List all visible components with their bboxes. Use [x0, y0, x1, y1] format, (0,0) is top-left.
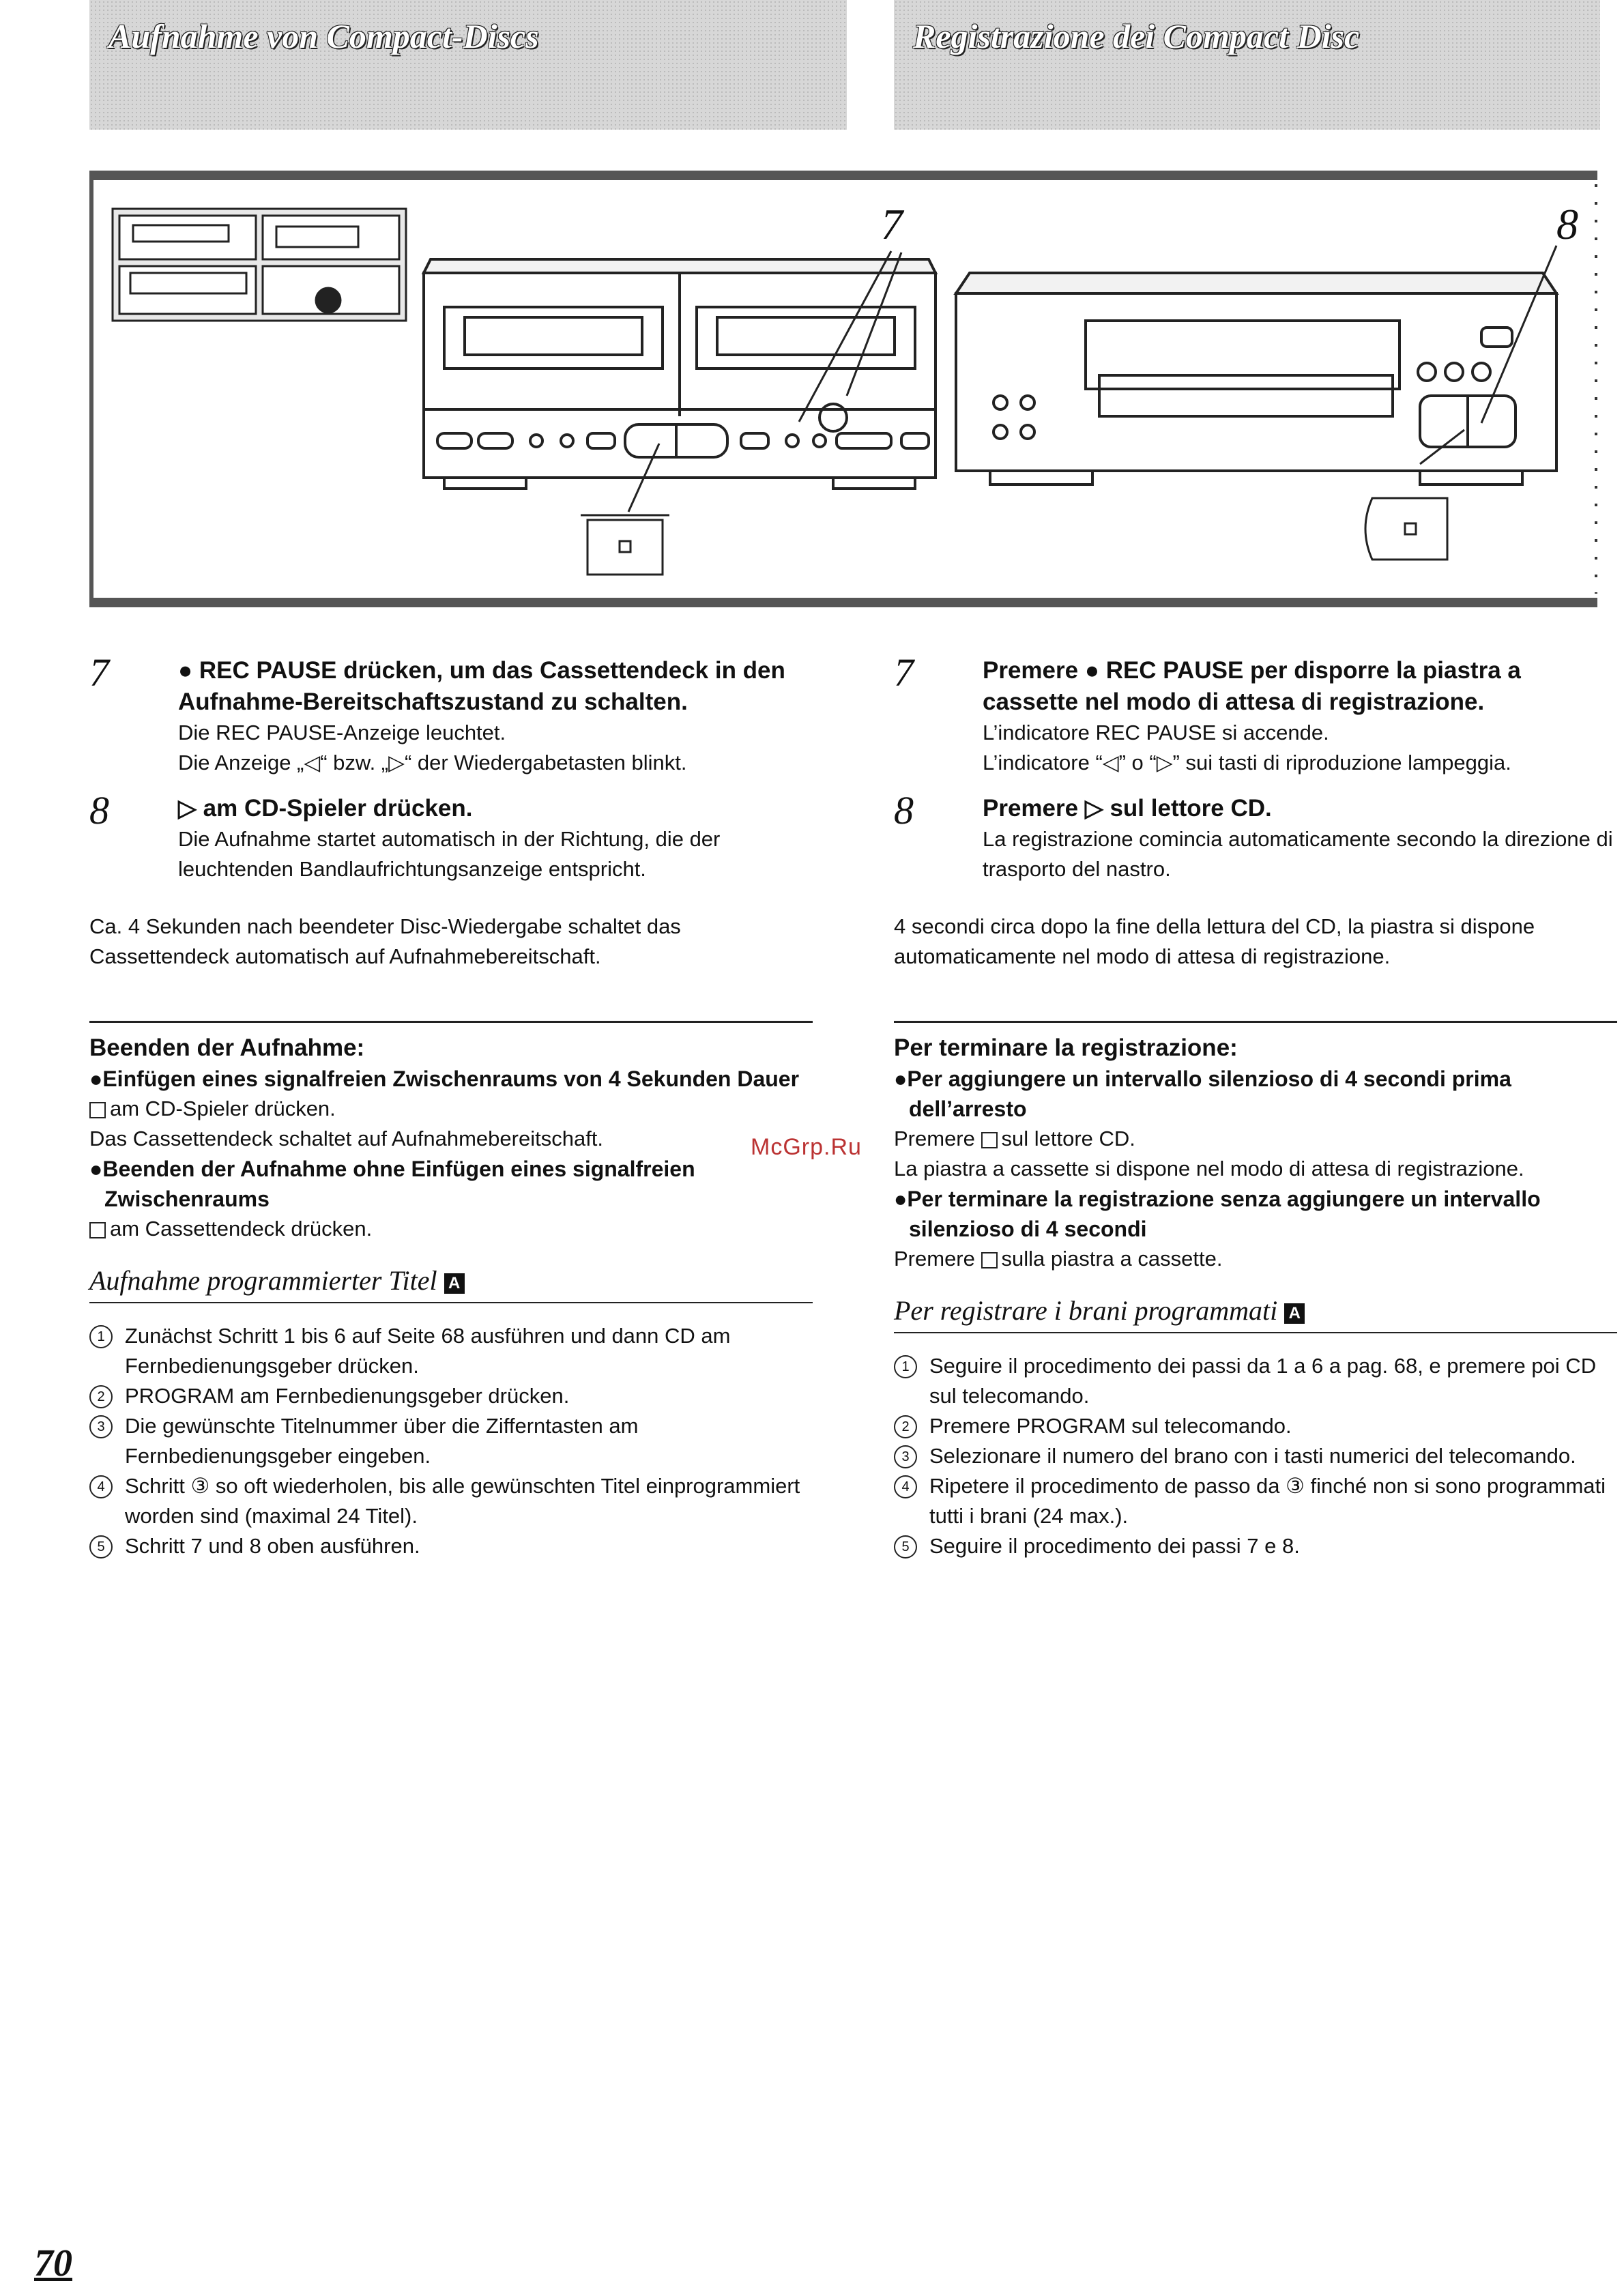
device-illustration: [89, 171, 1597, 607]
page-title-de: Aufnahme von Compact-Discs: [108, 17, 539, 55]
watermark: McGrp.Ru: [751, 1134, 862, 1160]
step-title: ● REC PAUSE drücken, um das Cassettendeck in den Aufnahme-Bereitschaftszustand zu schalten.: [178, 657, 785, 715]
stop-heading-de: Beenden der Aufnahme:: [89, 1034, 365, 1061]
note-de: Ca. 4 Sekunden nach beendeter Disc-Wiedergabe schaltet das Cassettendeck automatisch auf Aufnahmebereitschaft.: [89, 914, 681, 968]
stop-bullet-1-it: ●Per aggiungere un intervallo silenzioso di 4 secondi prima dell’arresto: [894, 1067, 1511, 1121]
list-item: 4 Schritt ③ so oft wiederholen, bis alle gewünschten Titel einprogrammiert worden sind (maximal 24 Titel).: [89, 1471, 813, 1531]
figure-bottom-bar: [89, 598, 1597, 607]
note-it: 4 secondi circa dopo la fine della lettura del CD, la piastra si dispone automaticamente nel modo di attesa di registrazione.: [894, 914, 1535, 968]
stop-line-1-de: am CD-Spieler drücken.: [89, 1094, 813, 1124]
step-line: Die Aufnahme startet automatisch in der Richtung, die der leuchtenden Bandlaufrichtungsanzeige entspricht.: [178, 827, 721, 881]
step-line: L’indicatore REC PAUSE si accende.: [983, 721, 1329, 744]
list-item: 1 Zunächst Schritt 1 bis 6 auf Seite 68 ausführen und dann CD am Fernbedienungsgeber drücken.: [89, 1321, 813, 1381]
stop-square-icon: [981, 1132, 998, 1148]
step-line: La registrazione comincia automaticamente secondo la direzione di trasporto del nastro.: [983, 827, 1613, 881]
step-7-it: [894, 650, 1617, 778]
stop-square-icon: [981, 1252, 998, 1269]
step-8-it: [894, 788, 1617, 884]
header-banner-de: [89, 0, 847, 130]
cassette-deck-illustration: [424, 259, 936, 489]
cd-player-illustration: [956, 273, 1556, 484]
divider: [894, 1021, 1617, 1023]
step-line: Die Anzeige „◁“ bzw. „▷“ der Wiedergabetasten blinkt.: [178, 751, 687, 774]
list-item: 3 Die gewünschte Titelnummer über die Zifferntasten am Fernbedienungsgeber eingeben.: [89, 1411, 813, 1471]
callout-8: 8: [1556, 200, 1578, 248]
badge-a-icon: A: [1284, 1303, 1305, 1324]
stop-button-icon-cd: [1365, 498, 1447, 560]
stop-bullet-2-it: ●Per terminare la registrazione senza aggiungere un intervallo silenzioso di 4 secondi: [894, 1187, 1541, 1241]
step-title: Premere ▷ sul lettore CD.: [983, 795, 1272, 822]
step-number: 8: [894, 788, 914, 832]
stop-bullet-2-de: ●Beenden der Aufnahme ohne Einfügen eines signalfreien Zwischenraums: [89, 1157, 695, 1211]
list-item: 3 Selezionare il numero del brano con i tasti numerici del telecomando.: [894, 1441, 1617, 1471]
callout-7: 7: [881, 200, 903, 248]
stop-line-3-it: Premere sulla piastra a cassette.: [894, 1247, 1223, 1271]
program-list-it: [894, 1351, 1617, 1561]
step-number: 7: [894, 650, 914, 695]
column-de: [89, 650, 813, 1561]
list-item: 4 Ripetere il procedimento de passo da ③ finché non si sono programmati tutti i brani (24 max.).: [894, 1471, 1617, 1531]
page-title-it: Registrazione dei Compact Disc: [913, 17, 1360, 55]
stop-square-icon: [89, 1102, 106, 1118]
step-title: ▷ am CD-Spieler drücken.: [178, 795, 473, 822]
step-title: Premere ● REC PAUSE per disporre la piastra a cassette nel modo di attesa di registrazione.: [983, 657, 1521, 715]
stop-button-icon: [581, 515, 669, 575]
page-number: 70: [34, 2242, 72, 2285]
stop-line-2-de: Das Cassettendeck schaltet auf Aufnahmebereitschaft.: [89, 1127, 604, 1150]
step-line: L’indicatore “◁” o “▷” sui tasti di riproduzione lampeggia.: [983, 751, 1511, 774]
section-title-it: Per registrare i brani programmati A: [894, 1294, 1617, 1333]
badge-a-icon: A: [444, 1273, 465, 1294]
header-banner-it: [894, 0, 1600, 130]
system-thumbnail-icon: [113, 209, 406, 321]
stop-heading-it: Per terminare la registrazione:: [894, 1034, 1238, 1061]
stop-line-1-it: Premere sul lettore CD.: [894, 1127, 1135, 1150]
stop-line-2-it: La piastra a cassette si dispone nel modo di attesa di registrazione.: [894, 1157, 1524, 1180]
step-7-de: [89, 650, 813, 778]
figure-top-bar: [89, 171, 1597, 180]
stop-bullet-1-de: ●Einfügen eines signalfreien Zwischenraums von 4 Sekunden Dauer: [89, 1067, 800, 1091]
list-item: 2 PROGRAM am Fernbedienungsgeber drücken.: [89, 1381, 813, 1411]
step-number: 8: [89, 788, 109, 832]
step-line: Die REC PAUSE-Anzeige leuchtet.: [178, 721, 506, 744]
list-item: 1 Seguire il procedimento dei passi da 1 a 6 a pag. 68, e premere poi CD sul telecomando.: [894, 1351, 1617, 1411]
column-it: [894, 650, 1617, 1561]
divider: [89, 1021, 813, 1023]
stop-square-icon: [89, 1222, 106, 1238]
list-item: 5 Schritt 7 und 8 oben ausführen.: [89, 1531, 813, 1561]
list-item: 2 Premere PROGRAM sul telecomando.: [894, 1411, 1617, 1441]
section-title-de: Aufnahme programmierter Titel A: [89, 1264, 813, 1303]
program-list-de: [89, 1321, 813, 1561]
stop-line-3-de: am Cassettendeck drücken.: [89, 1214, 813, 1244]
list-item: 5 Seguire il procedimento dei passi 7 e 8.: [894, 1531, 1617, 1561]
step-number: 7: [89, 650, 109, 695]
device-figure: [89, 171, 1597, 607]
step-8-de: [89, 788, 813, 884]
